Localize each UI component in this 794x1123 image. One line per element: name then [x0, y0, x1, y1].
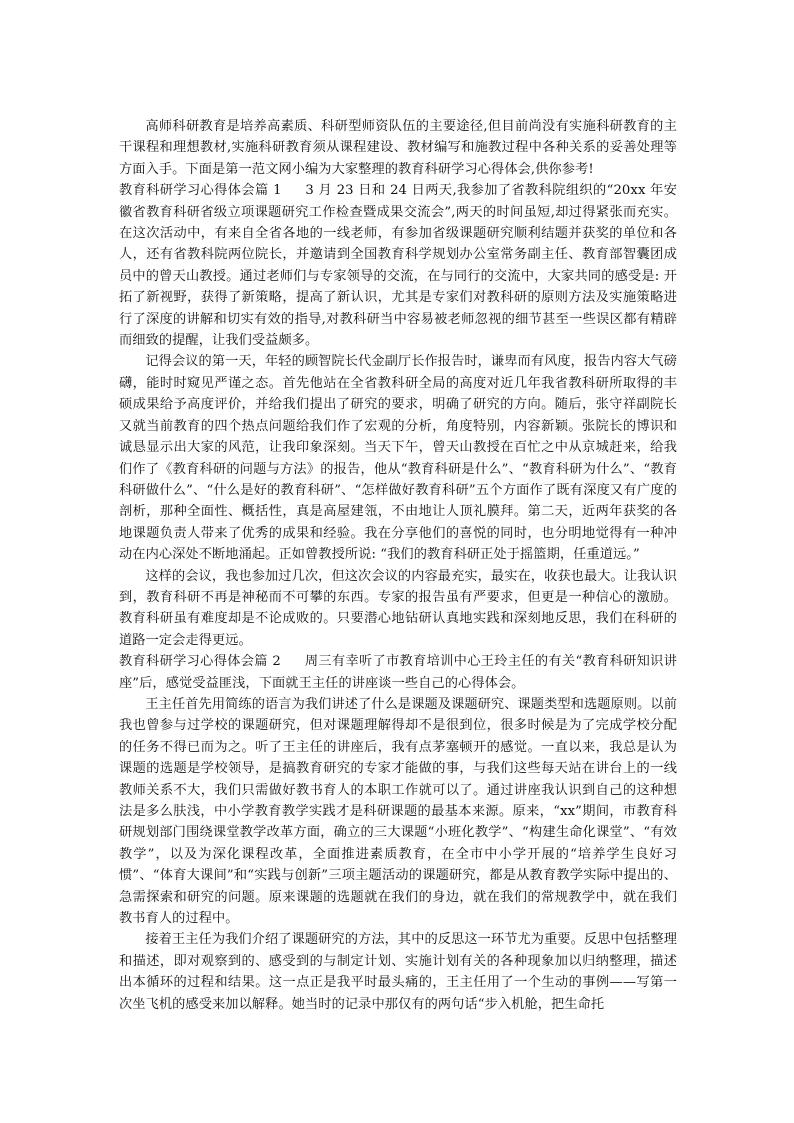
- article-1-paragraph-2: 记得会议的第一天，年轻的顾智院长代金副厅长作报告时，谦卑而有风度，报告内容大气磅礴，能时时窥见严谨之态。首先他站在全省教科研全局的高度对近几年我省教科研所取得的丰硕成果给予高度评价，并给我们提出了研究的要求，明确了研究的方向。随后，张守祥副院长又就当前教育的四个热点问题给我们作了宏观的分析，角度特别，内容新颖。张院长的博识和诚恳显示出大家的风范，让我印象深刻。当天下午，曾天山教授在百忙之中从京城赶来，给我们作了《教育科研的问题与方法》的报告，他从“教育科研是什么”、“教育科研为什么”、“教育科研做什么”、“什么是好的教育科研”、“怎样做好教育科研”五个方面作了既有深度又有广度的剖析，那种全面性、概括性，真是高屋建瓴，不由地让人顶礼膜拜。第二天，近两年获奖的各地课题负责人带来了优秀的成果和经验。我在分享他们的喜悦的同时，也分明地觉得有一种冲动在内心深处不断地涌起。正如曾教授所说: “我们的教育科研正处于摇篮期，任重道远。”: [119, 354, 677, 563]
- article-2-paragraph-1: 周三有幸听了市教育培训中心王玲主任的有关“教育科研知识讲座”后，感觉受益匪浅，下面就王主任的讲座谈一些自己的心得体会。: [119, 654, 677, 691]
- article-2-title: 教育科研学习心得体会篇 2: [119, 654, 281, 670]
- article-2-first-paragraph: [119, 651, 677, 694]
- document-page: [119, 116, 677, 1015]
- article-1-paragraph-1: 3 月 23 日和 24 日两天,我参加了省教科院组织的“20xx 年安徽省教育科研省级立项课题研究工作检查暨成果交流会”,两天的时间虽短,却过得紧张而充实。在这次活动中，有来自全省各地的一线老师，有参加省级课题研究顺利结题并获奖的单位和各人，还有省教科院两位院长，并邀请到全国教育科学规划办公室常务副主任、教育部智囊团成员中的曾天山教授。通过老师们与专家领导的交流，在与同行的交流中，大家共同的感受是: 开拓了新视野，获得了新策略，提高了新认识，尤其是专家们对教科研的原则方法及实施策略进行了深度的讲解和切实有效的指导,对教科研当中容易被老师忽视的细节甚至一些误区都有精辟而细致的提醒，让我们受益颇多。: [119, 183, 677, 349]
- article-2-paragraph-2: 王主任首先用简练的语言为我们讲述了什么是课题及课题研究、课题类型和选题原则。以前我也曾参与过学校的课题研究，但对课题理解得却不是很到位，很多时候是为了完成学校分配的任务不得已而为之。听了王主任的讲座后，我有点茅塞顿开的感觉。一直以来，我总是认为课题的选题是学校领导，是搞教育研究的专家才能做的事，与我们这些每天站在讲台上的一线教师关系不大，我们只需做好教书育人的本职工作就可以了。通过讲座我认识到自己的这种想法是多么肤浅，中小学教育教学实践才是科研课题的最基本来源。原来，“xx”期间，市教育科研规划部门围绕课堂教学改革方面，确立的三大课题“小班化教学”、“构建生命化课堂”、“有效教学”，以及为深化课程改革，全面推进素质教育，在全市中小学开展的“培养学生良好习惯”、“体育大课间”和“实践与创新”三项主题活动的课题研究，都是从教育教学实际中提出的、急需探索和研究的问题。原来课题的选题就在我们的身边，就在我们的常规教学中，就在我们教书育人的过程中。: [119, 696, 677, 927]
- article-2-paragraph-3: 接着王主任为我们介绍了课题研究的方法，其中的反思这一环节尤为重要。反思中包括整理和描述，即对观察到的、感受到的与制定计划、实施计划有关的各种现象加以归纳整理，描述出本循环的过程和结果。这一点正是我平时最头痛的，王主任用了一个生动的事例——写第一次坐飞机的感受来加以解释。她当时的记录中那仅有的两句话“步入机舱，把生命托: [119, 932, 677, 1012]
- intro-paragraph: 高师科研教育是培养高素质、科研型师资队伍的主要途径,但目前尚没有实施科研教育的主干课程和理想教材,实施科研教育须从课程建设、教材编写和施教过程中各种关系的妥善处理等方面入手。下面是第一范文网小编为大家整理的教育科研学习心得体会,供你参考!: [119, 119, 677, 177]
- article-1-first-paragraph: [119, 180, 677, 351]
- article-1-title: 教育科研学习心得体会篇 1: [119, 183, 282, 199]
- article-1-paragraph-3: 这样的会议，我也参加过几次，但这次会议的内容最充实，最实在，收获也最大。让我认识到，教育科研不再是神秘而不可攀的东西。专家的报告虽有严要求，但更是一种信心的激励。教育科研虽有难度却是不论成败的。只要潜心地钻研认真地实践和深刻地反思，我们在科研的道路一定会走得更远。: [119, 568, 677, 648]
